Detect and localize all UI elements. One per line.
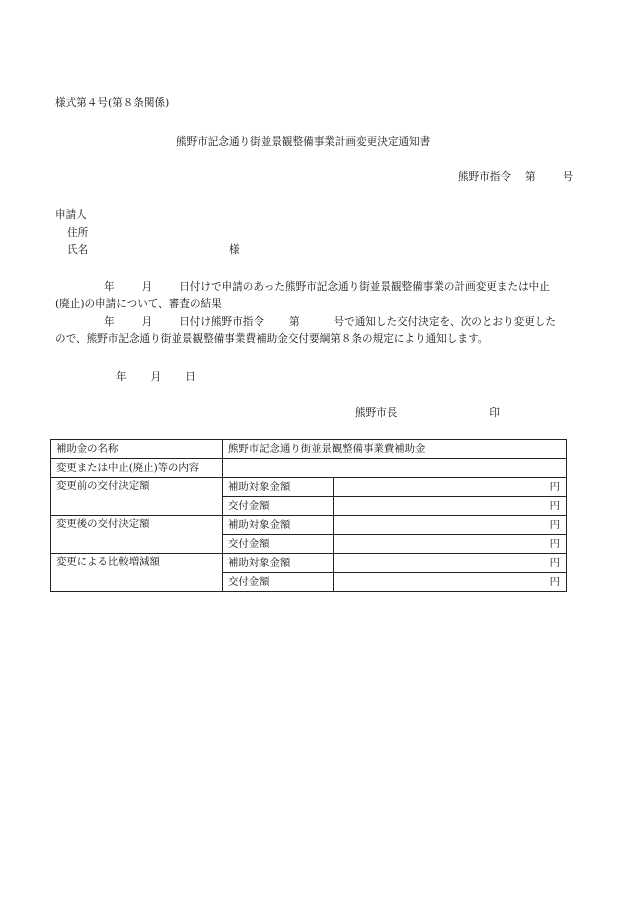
item-label: 補助対象金額 <box>223 516 334 535</box>
row-label: 補助金の名称 <box>51 440 223 459</box>
subsidy-name-value: 熊野市記念通り街並景観整備事業費補助金 <box>223 440 567 459</box>
p2-year: 年 <box>104 316 115 328</box>
body-paragraph-1-line-2: (廃止)の申請について、審査の結果 <box>55 298 222 310</box>
row-label: 変更または中止(廃止)等の内容 <box>51 459 223 478</box>
change-content-value <box>223 459 567 478</box>
amount-cell: 円 <box>334 554 567 573</box>
item-label: 補助対象金額 <box>223 554 334 573</box>
applicant-heading: 申請人 <box>55 209 87 221</box>
seal-mark: 印 <box>489 407 500 419</box>
p2-rest: 号で通知した交付決定を、次のとおり変更した <box>333 316 556 328</box>
amount-cell: 円 <box>334 516 567 535</box>
mayor-signature <box>355 408 500 419</box>
amount-cell: 円 <box>334 573 567 592</box>
ref-go: 号 <box>562 171 574 183</box>
table-row <box>51 478 567 497</box>
mayor-label: 熊野市長 <box>355 407 398 419</box>
table-row <box>51 516 567 535</box>
body-paragraph-1 <box>104 282 550 293</box>
group-label: 変更による比較増減額 <box>51 554 223 592</box>
amount-cell: 円 <box>334 478 567 497</box>
applicant-address-label: 住所 <box>67 227 89 239</box>
group-label: 変更前の交付決定額 <box>51 478 223 516</box>
group-label: 変更後の交付決定額 <box>51 516 223 554</box>
p1-rest: 日付けで申請のあった熊野市記念通り街並景観整備事業の計画変更または中止 <box>179 281 550 293</box>
p1-month: 月 <box>141 281 153 293</box>
table-row <box>51 440 567 459</box>
ref-dai: 第 <box>524 171 536 183</box>
p1-year: 年 <box>104 281 115 293</box>
date-month: 月 <box>150 371 162 383</box>
p2-dai: 第 <box>288 316 300 328</box>
table-row <box>51 554 567 573</box>
item-label: 交付金額 <box>223 573 334 592</box>
grant-details-table <box>50 439 567 592</box>
reference-number <box>458 172 573 183</box>
body-paragraph-2-line-2: ので、熊野市記念通り街並景観整備事業費補助金交付要綱第８条の規定により通知します。 <box>55 333 489 345</box>
issue-date <box>116 372 196 383</box>
amount-cell: 円 <box>334 497 567 516</box>
table-row <box>51 459 567 478</box>
item-label: 補助対象金額 <box>223 478 334 497</box>
document-title: 熊野市記念通り街並景観整備事業計画変更決定通知書 <box>176 136 431 148</box>
amount-cell: 円 <box>334 535 567 554</box>
body-paragraph-2 <box>104 317 556 328</box>
p2-mid: 日付け熊野市指令 <box>179 316 264 328</box>
item-label: 交付金額 <box>223 535 334 554</box>
date-year: 年 <box>116 371 127 383</box>
form-label: 様式第４号(第８条関係) <box>55 97 170 109</box>
applicant-sama: 様 <box>229 244 240 256</box>
applicant-name-label: 氏名 <box>67 244 89 256</box>
date-day: 日 <box>185 371 196 383</box>
ref-prefix: 熊野市指令 <box>458 171 511 183</box>
p2-month: 月 <box>141 316 153 328</box>
item-label: 交付金額 <box>223 497 334 516</box>
